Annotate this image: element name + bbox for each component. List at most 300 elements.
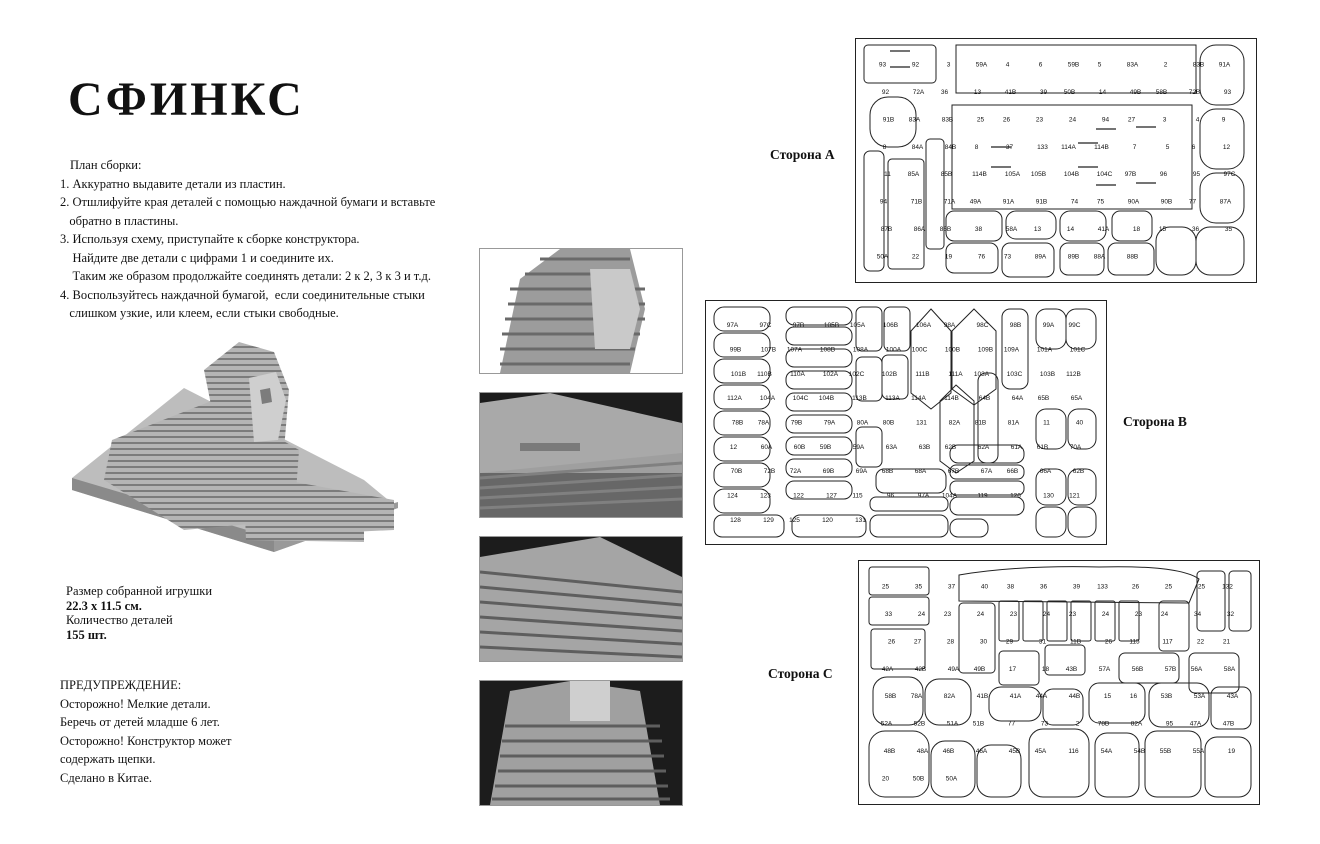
sheet-b [705,300,1107,545]
part-number-label: 117 [1162,638,1173,646]
part-number-label: 50B [912,775,925,783]
part-number-label: 82A [948,419,961,427]
part-number-label: 19 [944,253,953,261]
part-number-label: 25 [976,116,985,124]
part-number-label: 59A [852,443,865,451]
sheet-c-diagram [859,561,1259,804]
part-number-label: 50A [945,775,958,783]
part-number-label: 86B [939,225,952,233]
part-number-label: 64A [1011,395,1024,403]
part-number-label: 60B [793,443,806,451]
part-number-label: 6 [1038,61,1043,69]
instruction-line: обратно в пластины. [60,213,179,228]
part-number-label: 33 [884,611,893,619]
part-number-label: 49B [1129,89,1142,97]
side-c-label: Сторона С [768,666,833,681]
warning-line: Осторожно! Конструктор может [60,733,232,748]
part-number-label: 53A [1193,693,1206,701]
instruction-line: Таким же образом продолжайте соединять детали: 2 к 2, 3 к 3 и т.д. [60,269,431,283]
part-number-label: 85A [907,171,920,179]
part-number-label: 41B [1004,89,1017,97]
part-number-label: 39 [1072,583,1081,591]
instruction-line: 4. Воспользуйтесь наждачной бумагой, если соединительные стыки [60,287,425,302]
part-number-label: 83A [1126,61,1139,69]
part-number-label: 6 [1191,143,1196,151]
part-number-label: 13 [973,89,982,97]
part-number-label: 98B [1009,322,1022,330]
part-number-label: 77 [1188,198,1197,206]
part-number-label: 61A [1010,443,1023,451]
part-number-label: 132 [1222,583,1233,591]
side-a-label: Сторона А [770,147,835,162]
part-number-label: 3 [946,61,951,69]
part-number-label: 49A [969,198,982,206]
part-number-label: 115 [1129,638,1140,646]
part-number-label: 133 [1097,583,1108,591]
part-number-label: 50A [876,253,889,261]
part-number-label: 124 [727,492,738,500]
part-number-label: 126 [1010,492,1021,500]
part-number-label: 2 [1075,720,1080,728]
part-number-label: 89B [1067,253,1080,261]
part-number-label: 99A [1042,322,1055,330]
part-number-label: 90A [1127,198,1140,206]
part-number-label: 113A [885,395,900,403]
part-number-label: 75 [1096,198,1105,206]
part-number-label: 79B [790,419,803,427]
part-number-label: 58A [1005,225,1018,233]
part-number-label: 8 [974,143,979,151]
part-number-label: 93 [878,61,887,69]
part-number-label: 45B [1008,747,1021,755]
part-number-label: 15 [1158,225,1167,233]
part-number-label: 93 [1223,89,1232,97]
part-number-label: 116 [1068,747,1079,755]
part-number-label: 73 [1040,720,1049,728]
part-number-label: 51A [946,720,959,728]
part-number-label: 24 [917,611,926,619]
detail-photo-head [479,248,683,374]
sheet-c [858,560,1260,805]
warning-line: Беречь от детей младше 6 лет. [60,715,220,729]
part-number-label: 112B [1066,370,1081,378]
part-number-label: 59B [819,443,832,451]
part-number-label: 29 [1005,638,1014,646]
part-number-label: 28 [946,638,955,646]
part-number-label: 66A [1039,468,1052,476]
part-number-label: 101B [730,370,747,378]
part-number-label: 98C [976,322,989,330]
part-number-label: 36 [1191,225,1200,233]
part-number-label: 125 [789,516,800,524]
part-number-label: 97C [1223,171,1236,179]
part-number-label: 108A [852,346,869,354]
part-number-label: 66B [1006,468,1019,476]
part-number-label: 59B [1067,61,1080,69]
part-number-label: 80A [856,419,869,427]
part-number-label: 111A [948,370,963,378]
part-number-label: 84A [911,143,924,151]
part-number-label: 86A [913,225,926,233]
part-number-label: 120 [822,516,833,524]
part-number-label: 7 [1132,143,1137,151]
part-number-label: 12 [729,443,738,451]
part-number-label: 52B [913,720,926,728]
part-number-label: 22 [1196,638,1205,646]
part-number-label: 80B [882,419,895,427]
part-number-label: 97A [917,492,930,500]
instruction-line: 2. Отшлифуйте края деталей с помощью наждачной бумаги и вставьте [60,195,436,209]
part-number-label: 14 [1098,89,1107,97]
part-number-label: 35 [914,583,923,591]
part-number-label: 105A [1004,171,1021,179]
part-number-label: 101C [1069,346,1086,354]
part-number-label: 55A [1192,747,1205,755]
part-number-label: 62B [944,443,957,451]
warning-line: Осторожно! Мелкие детали. [60,696,211,711]
part-number-label: 97B [1124,171,1137,179]
part-number-label: 11 [884,171,891,179]
part-number-label: 55B [1159,747,1172,755]
part-number-label: 83B [941,116,954,124]
part-number-label: 48A [916,747,929,755]
part-number-label: 15 [1103,693,1112,701]
sheet-a-diagram [856,39,1256,282]
part-number-label: 127 [826,492,837,500]
part-number-label: 106B [882,322,899,330]
part-number-label: 18 [1041,665,1050,673]
part-number-label: 43A [1226,693,1239,701]
part-number-label: 62A [977,443,990,451]
part-number-label: 131 [916,419,927,427]
part-number-label: 18 [1132,225,1141,233]
part-number-label: 119 [977,492,988,500]
part-number-label: 102C [848,370,865,378]
part-number-label: 103B [1039,370,1056,378]
part-number-label: 90B [1160,198,1173,206]
part-number-label: 76 [977,253,986,261]
part-number-label: 114B [972,171,987,179]
detail-photo-paws [479,392,683,518]
part-number-label: 114B [944,395,959,403]
instruction-line: 3. Используя схему, приступайте к сборке конструктора. [60,232,360,246]
part-number-label: 113B [852,395,867,403]
part-number-label: 20 [881,775,890,783]
part-number-label: 69A [855,468,868,476]
part-number-label: 67B [947,468,960,476]
instruction-line: 1. Аккуратно выдавите детали из пластин. [60,176,286,191]
part-number-label: 21 [1222,638,1231,646]
part-number-label: 44B [1068,693,1081,701]
part-number-label: 36 [1039,583,1048,591]
part-number-label: 46A [975,747,988,755]
part-number-label: 81B [974,419,987,427]
part-number-label: 25 [1197,583,1206,591]
instruction-line: Найдите две детали с цифрами 1 и соедините их. [60,250,334,265]
part-number-label: 54B [1133,747,1146,755]
part-number-label: 63A [885,443,898,451]
part-number-label: 26 [887,638,896,646]
page-title: СФИНКС [68,73,305,126]
part-number-label: 71B [910,198,923,206]
part-number-label: 22 [911,253,920,261]
part-number-label: 46B [942,747,955,755]
part-number-label: 104C [1096,171,1113,179]
part-number-label: 105A [849,322,866,330]
part-number-label: 37 [1005,143,1014,151]
part-number-label: 24 [1068,116,1077,124]
part-number-label: 62B [1072,468,1085,476]
part-number-label: 3 [1162,116,1167,124]
part-number-label: 91A [1218,61,1231,69]
part-number-label: 13 [1033,225,1042,233]
part-number-label: 79A [823,419,836,427]
part-number-label: 68A [914,468,927,476]
part-number-label: 114A [1061,143,1076,151]
part-number-label: 25 [1164,583,1173,591]
part-number-label: 23 [1009,611,1018,619]
part-number-label: 102B [881,370,898,378]
part-number-label: 100C [911,346,928,354]
part-number-label: 96 [886,492,895,500]
part-number-label: 87A [1219,198,1232,206]
part-number-label: 40 [1075,419,1084,427]
part-number-label: 56A [1190,665,1203,673]
part-number-label: 114B [1094,143,1109,151]
warning-heading: ПРЕДУПРЕЖДЕНИЕ: [60,678,182,692]
part-number-label: 106A [915,322,932,330]
part-number-label: 78A [757,419,770,427]
part-number-label: 130 [1043,492,1054,500]
part-number-label: 38 [974,225,983,233]
part-number-label: 2 [1163,61,1168,69]
part-number-label: 121 [1069,492,1080,500]
part-number-label: 5 [1097,61,1102,69]
part-number-label: 8 [882,143,887,151]
part-number-label: 83A [908,116,921,124]
part-number-label: 78B [1097,720,1110,728]
part-number-label: 81A [1007,419,1020,427]
part-number-label: 74 [1070,198,1079,206]
part-number-label: 108B [819,346,836,354]
part-number-label: 97A [726,322,739,330]
part-number-label: 52A [880,720,893,728]
part-number-label: 42B [914,665,927,673]
part-number-label: 104B [818,395,835,403]
part-number-label: 19 [1227,747,1236,755]
part-number-label: 83B [1192,61,1205,69]
part-number-label: 128 [730,516,741,524]
part-number-label: 34 [1193,611,1202,619]
instructions-heading: План сборки: [70,158,142,172]
part-number-label: 109B [977,346,994,354]
part-number-label: 70B [730,468,743,476]
part-number-label: 91B [1035,198,1048,206]
part-number-label: 92 [881,89,890,97]
part-number-label: 92 [911,61,920,69]
part-number-label: 102A [822,370,839,378]
part-number-label: 68B [881,468,894,476]
part-number-label: 107A [786,346,803,354]
sphinx-model-image [64,330,414,560]
part-number-label: 88A [1093,253,1106,261]
detail-photo-chest [479,680,683,806]
part-number-label: 111B [915,370,930,378]
part-number-label: 71A [943,198,956,206]
part-number-label: 49A [947,665,960,673]
part-number-label: 43B [1065,665,1078,673]
part-number-label: 49B [973,665,986,673]
part-number-label: 72B [1188,89,1201,97]
part-number-label: 47B [1222,720,1235,728]
part-number-label: 77 [1007,720,1016,728]
part-number-label: 40 [980,583,989,591]
part-number-label: 41A [1009,693,1022,701]
part-number-label: 23 [1068,611,1077,619]
part-number-label: 63B [918,443,931,451]
part-number-label: 103C [1006,370,1023,378]
part-number-label: 69B [822,468,835,476]
part-number-label: 105B [823,322,840,330]
part-number-label: 9 [1221,116,1226,124]
part-number-label: 48B [883,747,896,755]
part-number-label: 100B [944,346,961,354]
part-number-label: 72B [763,468,776,476]
part-number-label: 17 [1008,665,1017,673]
part-number-label: 94 [879,198,888,206]
part-number-label: 47A [1189,720,1202,728]
part-number-label: 5 [1165,143,1170,151]
part-number-label: 56B [1131,665,1144,673]
part-number-label: 104B [1063,171,1080,179]
part-number-label: 110A [790,370,805,378]
part-number-label: 105B [1030,171,1047,179]
part-number-label: 24 [1101,611,1110,619]
detail-photo-body [479,536,683,662]
part-number-label: 11 [1043,419,1050,427]
part-number-label: 104A [941,492,958,500]
side-b-label: Сторона В [1123,414,1187,429]
part-number-label: 26 [1104,638,1113,646]
part-number-label: 85B [940,171,953,179]
part-number-label: 57B [1164,665,1177,673]
part-number-label: 95 [1165,720,1174,728]
sheet-b-labels [727,322,1086,524]
part-number-label: 42A [881,665,894,673]
part-number-label: 41B [976,693,989,701]
part-number-label: 72A [912,89,925,97]
part-number-label: 131 [855,516,866,524]
part-number-label: 50B [1063,89,1076,97]
part-number-label: 31 [1038,638,1047,646]
part-number-label: 104A [759,395,776,403]
part-number-label: 37 [947,583,956,591]
warning-line: Сделано в Китае. [60,770,152,785]
part-number-label: 35 [1224,225,1233,233]
part-number-label: 91A [1002,198,1015,206]
part-number-label: 12 [1222,143,1231,151]
part-number-label: 88B [1126,253,1139,261]
part-number-label: 109A [1003,346,1020,354]
part-number-label: 14 [1066,225,1075,233]
part-number-label: 59A [975,61,988,69]
part-number-label: 78B [731,419,744,427]
part-number-label: 94 [1101,116,1110,124]
part-number-label: 39 [1039,89,1048,97]
part-number-label: 24 [976,611,985,619]
part-number-label: 110B [757,370,772,378]
part-number-label: 101A [1036,346,1053,354]
part-number-label: 89A [1034,253,1047,261]
part-number-label: 103A [973,370,990,378]
part-number-label: 82A [943,693,956,701]
part-number-label: 27 [913,638,922,646]
part-number-label: 107B [760,346,777,354]
part-number-label: 104C [792,395,809,403]
part-number-label: 32 [1226,611,1235,619]
part-number-label: 133 [1037,143,1048,151]
count-value: 155 шт. [66,627,107,642]
part-number-label: 4 [1005,61,1010,69]
part-number-label: 24 [1042,611,1051,619]
part-number-label: 123 [760,492,771,500]
part-number-label: 99B [729,346,742,354]
part-number-label: 84B [944,143,957,151]
part-number-label: 67A [980,468,993,476]
part-number-label: 91B [882,116,895,124]
instruction-line: слишком узкие, или клеем, если стыки свободные. [60,306,339,320]
part-number-label: 24 [1160,611,1169,619]
part-number-label: 73 [1003,253,1012,261]
part-number-label: 72A [789,468,802,476]
part-number-label: 60A [760,443,773,451]
part-number-label: 65A [1070,395,1083,403]
part-number-label: 36 [940,89,949,97]
product-specs [66,584,212,642]
part-number-label: 57A [1098,665,1111,673]
part-number-label: 45A [1034,747,1047,755]
part-number-label: 112A [727,395,742,403]
part-number-label: 51B [972,720,985,728]
part-number-label: 114A [911,395,926,403]
part-number-label: 97B [792,322,805,330]
part-number-label: 25 [881,583,890,591]
warning-block [60,676,232,787]
part-number-label: 64B [978,395,991,403]
part-number-label: 58A [1223,665,1236,673]
part-number-label: 27 [1127,116,1136,124]
part-number-label: 65B [1037,395,1050,403]
part-number-label: 70A [1069,443,1082,451]
part-number-label: 26 [1002,116,1011,124]
part-number-label: 122 [793,492,804,500]
part-number-label: 129 [763,516,774,524]
part-number-label: 4 [1195,116,1200,124]
assembly-instructions [60,156,480,323]
part-number-label: 58B [1155,89,1168,97]
part-number-label: 100A [885,346,902,354]
size-label: Размер собранной игрушки [66,584,213,598]
part-number-label: 41A [1097,225,1110,233]
part-number-label: 23 [1134,611,1143,619]
part-number-label: 44A [1035,693,1048,701]
part-number-label: 54A [1100,747,1113,755]
part-number-label: 95 [1192,171,1201,179]
size-value: 22.3 x 11.5 см. [66,598,142,613]
part-number-label: 30 [979,638,988,646]
part-number-label: 98A [943,322,956,330]
part-number-label: 11B [1069,638,1082,646]
